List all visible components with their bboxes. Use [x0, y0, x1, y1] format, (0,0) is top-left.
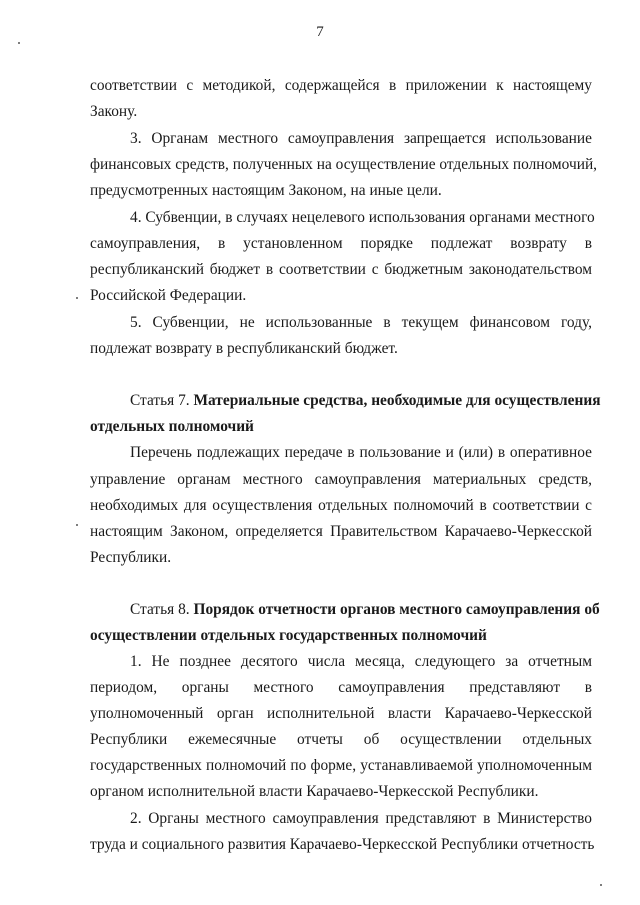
text-line: 2. Органы местного самоуправления представляют в Министерство [130, 810, 592, 827]
text-line: труда и социального развития Карачаево-Черкесской Республики отчетность [90, 836, 595, 853]
scan-speck [76, 297, 78, 299]
text-line: органом исполнительной власти Карачаево-Черкесской Республики. [90, 783, 539, 800]
article-label: Статья 8. [130, 601, 190, 618]
text-line: подлежат возврату в республиканский бюджет. [90, 340, 398, 357]
article-8-heading [130, 600, 600, 620]
text-line: Российской Федерации. [90, 287, 247, 304]
article-title: отдельных полномочий [90, 418, 254, 435]
scan-speck [600, 884, 602, 886]
text-line: государственных полномочий по форме, устанавливаемой уполномоченным [90, 757, 592, 774]
text-line: самоуправления, в установленном порядке подлежат возврату в [90, 235, 592, 252]
text-line: Перечень подлежащих передаче в пользование и (или) в оперативное [130, 444, 592, 461]
article-label: Статья 7. [130, 392, 190, 409]
text-line: Закону. [90, 103, 138, 120]
text-line: республиканский бюджет в соответствии с бюджетным законодательством [90, 261, 592, 278]
scan-speck [76, 524, 78, 526]
text-line: периодом, органы местного самоуправления представляют в [90, 679, 592, 696]
text-line: уполномоченный орган исполнительной власти Карачаево-Черкесской [90, 705, 592, 722]
text-line: Республики. [90, 549, 172, 566]
text-line: 1. Не позднее десятого числа месяца, следующего за отчетным [130, 653, 592, 670]
article-title: осуществлении отдельных государственных полномочий [90, 627, 487, 644]
article-title: Порядок отчетности органов местного самоуправления об [193, 601, 600, 618]
text-line: финансовых средств, полученных на осуществление отдельных полномочий, [90, 156, 598, 173]
article-title: Материальные средства, необходимые для осуществления [193, 392, 601, 409]
text-line: 4. Субвенции, в случаях нецелевого использования органами местного [130, 209, 595, 226]
text-line: настоящим Законом, определяется Правительством Карачаево-Черкесской [90, 523, 592, 540]
text-line: соответствии с методикой, содержащейся в приложении к настоящему [90, 77, 592, 94]
text-line: Республики ежемесячные отчеты об осуществлении отдельных [90, 731, 592, 748]
text-line: управление органам местного самоуправления материальных средств, [90, 471, 592, 488]
text-line: 5. Субвенции, не использованные в текущем финансовом году, [130, 314, 592, 331]
page-number: 7 [316, 24, 324, 40]
article-7-heading [130, 391, 601, 411]
scan-speck [18, 42, 20, 44]
text-line: необходимых для осуществления отдельных полномочий в соответствии с [90, 497, 592, 514]
text-line: предусмотренных настоящим Законом, на иные цели. [90, 182, 442, 199]
text-line: 3. Органам местного самоуправления запрещается использование [130, 130, 592, 147]
